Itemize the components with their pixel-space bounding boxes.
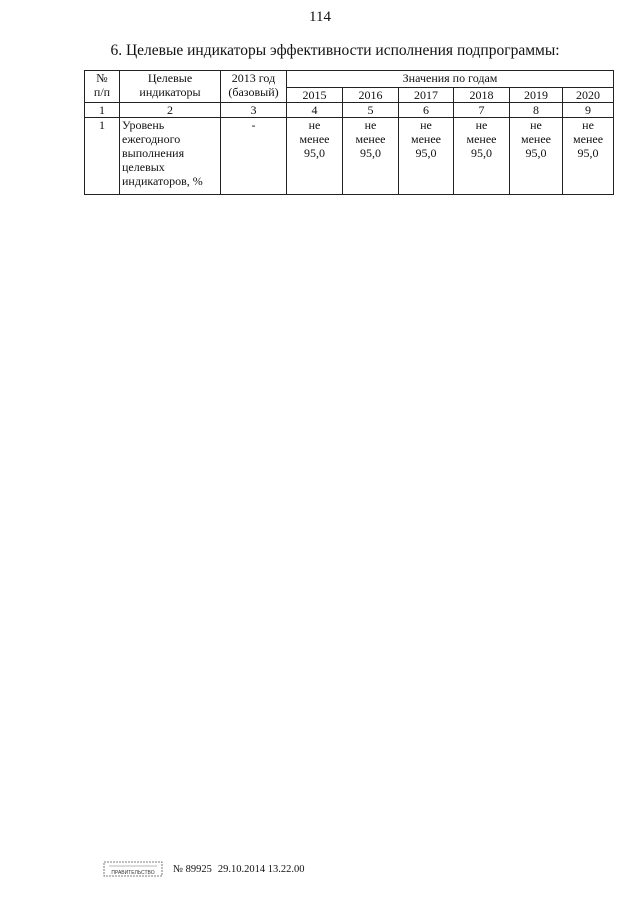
column-number: 8	[510, 103, 563, 118]
row-indicator: Уровень ежегодного выполнения целевых индикаторов, %	[120, 118, 221, 195]
header-num: № п/п	[85, 71, 120, 103]
header-year: 2020	[563, 88, 614, 103]
table-row	[85, 118, 614, 195]
page-number: 114	[309, 9, 331, 25]
column-number: 6	[399, 103, 454, 118]
header-year: 2018	[454, 88, 510, 103]
column-number: 3	[221, 103, 287, 118]
row-value: не менее 95,0	[399, 118, 454, 195]
header-year: 2016	[343, 88, 399, 103]
column-number: 9	[563, 103, 614, 118]
header-base-year: 2013 год (базовый)	[221, 71, 287, 103]
row-base-value: -	[221, 118, 287, 195]
header-year: 2015	[287, 88, 343, 103]
header-values-by-year: Значения по годам	[287, 71, 614, 88]
column-number: 2	[120, 103, 221, 118]
footer	[103, 860, 305, 878]
row-value: не менее 95,0	[287, 118, 343, 195]
document-number: № 89925	[173, 863, 212, 875]
header-year: 2017	[399, 88, 454, 103]
column-number: 5	[343, 103, 399, 118]
row-value: не менее 95,0	[510, 118, 563, 195]
document-datetime: 29.10.2014 13.22.00	[217, 863, 305, 875]
government-stamp-icon	[103, 861, 163, 877]
column-number: 7	[454, 103, 510, 118]
section-title: 6. Целевые индикаторы эффективности исполнения подпрограммы:	[110, 42, 560, 59]
svg-text:ПРАВИТЕЛЬСТВО: ПРАВИТЕЛЬСТВО	[111, 870, 155, 876]
row-value: не менее 95,0	[563, 118, 614, 195]
row-value: не менее 95,0	[454, 118, 510, 195]
header-year: 2019	[510, 88, 563, 103]
row-value: не менее 95,0	[343, 118, 399, 195]
column-number: 1	[85, 103, 120, 118]
header-indicators: Целевые индикаторы	[120, 71, 221, 103]
row-num: 1	[85, 118, 120, 195]
column-number: 4	[287, 103, 343, 118]
indicators-table	[84, 70, 614, 195]
